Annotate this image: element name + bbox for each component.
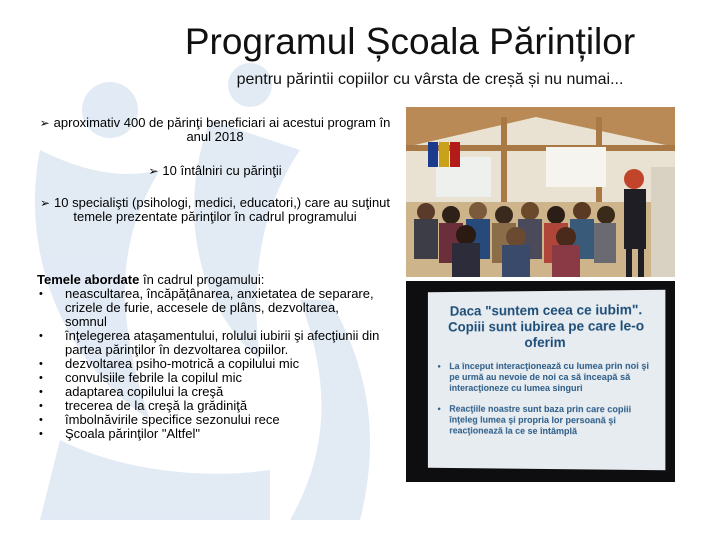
slide-list [428, 361, 665, 438]
page-subtitle: pentru părintii copiilor cu vârsta de creșă și nu numai... [236, 71, 624, 88]
arrow-bullet-icon: ➢ [39, 196, 51, 210]
audience-photo-illustration [406, 107, 675, 277]
topics-heading-rest: în cadrul progamului: [139, 272, 265, 287]
audience-photo [406, 107, 675, 277]
topic-item: • Şcoala părinţilor "Altfel" [37, 427, 382, 441]
topics-heading [37, 273, 382, 287]
slide-photo [406, 281, 675, 482]
arrow-bullet-icon: ➢ [148, 164, 159, 178]
bullet-meetings [30, 164, 400, 178]
bullet-text: 10 specialişti (psihologi, medici, educatori,) care au suţinut temele prezentate părinţilor în cadrul programului [54, 195, 391, 224]
arrow-bullet-icon: ➢ [39, 116, 50, 130]
topic-item: • îmbolnăvirile specifice sezonului rece [37, 413, 382, 427]
bullet-text: 10 întâlniri cu părinţii [162, 163, 282, 178]
bullet-text: aproximativ 400 de părinţi beneficiari ai acestui program în anul 2018 [53, 115, 391, 144]
slide-item: • Reacţiile noastre sunt baza prin care copiii înţeleg lumea şi propria lor persoană şi reacţionează la ce se întâmplă [438, 404, 658, 438]
page-title: Programul Școala Părinților [184, 21, 636, 62]
topics-section [37, 273, 382, 441]
projected-slide [428, 290, 665, 470]
topic-item: • convulsiile febrile la copilul mic [37, 371, 382, 385]
topic-item: • înţelegerea ataşamentului, rolului iubirii şi afecţiunii din partea părinţilor în dezvoltarea copiilor. [37, 329, 382, 357]
slide-title: Daca "suntem ceea ce iubim". Copiii sunt iubirea pe care le-o oferim [448, 302, 645, 351]
topics-heading-bold: Temele abordate [37, 272, 140, 287]
bullet-beneficiaries [30, 116, 400, 144]
topic-item: • neascultarea, încăpățânarea, anxietatea de separare, crizele de furie, accesele de plâns, dezvoltarea, somnul [37, 287, 382, 329]
bullet-specialists [30, 196, 400, 224]
topics-list [37, 287, 382, 441]
topic-item: • dezvoltarea psiho-motrică a copilului mic [37, 357, 382, 371]
slide-item: • La început interacţionează cu lumea prin noi şi pe urmă au nevoie de noi ca să înceapă să interacţioneze cu lumea singuri [438, 361, 658, 394]
topic-item: • trecerea de la creşă la grădiniţă [37, 399, 382, 413]
topic-item: • adaptarea copilului la creşă [37, 385, 382, 399]
